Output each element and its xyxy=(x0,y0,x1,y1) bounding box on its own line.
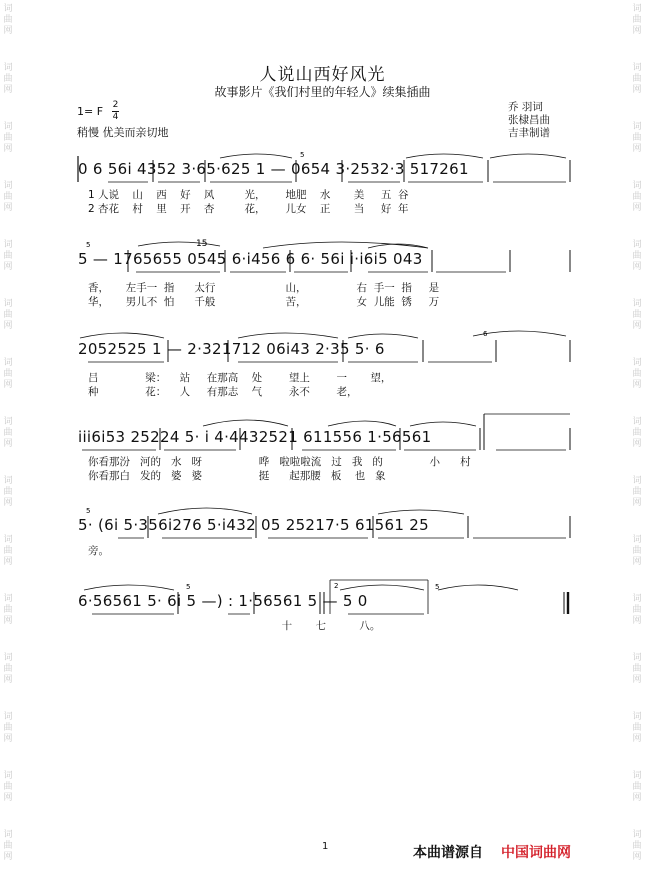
lyric-verse-1: 香， 左手一 指 太行 山， 右 手一 指 是 xyxy=(88,282,440,294)
watermark-text: 词 曲 网 xyxy=(632,4,642,36)
source-site-link[interactable]: 中国词曲网 xyxy=(501,845,571,861)
notation-line xyxy=(78,151,570,182)
watermark-text: 词 曲 网 xyxy=(3,299,13,331)
lyricist-credit: 乔 羽词 xyxy=(508,101,543,113)
meter-top: 2 xyxy=(112,100,119,110)
watermark-text: 词 曲 网 xyxy=(632,594,642,626)
svg-text:5: 5 xyxy=(435,583,440,591)
svg-text:5: 5 xyxy=(86,507,91,515)
notes-text: 6·56561 5· 6i 5 —) : 1·56561 5 — 5 0 xyxy=(78,592,368,610)
key-signature: 1= F xyxy=(77,105,104,118)
svg-text:5: 5 xyxy=(300,151,305,159)
notes-text: 5 — 1765655 0545 6·i456 6 6· 56i i·i6i5 043 xyxy=(78,250,423,268)
source-label: 本曲谱源自 xyxy=(413,845,483,861)
time-signature xyxy=(112,101,119,122)
svg-text:2: 2 xyxy=(334,582,339,590)
watermark-text: 词 曲 网 xyxy=(3,712,13,744)
watermark-text: 词 曲 网 xyxy=(632,653,642,685)
watermark-text: 词 曲 网 xyxy=(632,122,642,154)
notation-line xyxy=(78,582,570,614)
composer-credit: 张棣昌曲 xyxy=(508,114,550,126)
transcriber-credit: 吉聿制谱 xyxy=(508,127,550,139)
lyric-verse-2: 2 杏花 村 里 开 杏 花， 儿女 正 当 好 年 xyxy=(88,203,409,215)
lyric-verse-2: 你看那白 发的 婆 婆 挺 起那腰 板 也 象 xyxy=(88,470,386,482)
watermark-text: 词 曲 网 xyxy=(3,830,13,862)
meter-bottom: 4 xyxy=(112,112,119,122)
notation-line xyxy=(78,239,570,272)
watermark-text: 词 曲 网 xyxy=(3,63,13,95)
watermark-text: 词 曲 网 xyxy=(632,417,642,449)
svg-text:5: 5 xyxy=(186,583,191,591)
watermark-text: 词 曲 网 xyxy=(3,240,13,272)
lyric-verse-1: 1 人说 山 西 好 风 光， 地肥 水 美 五 谷 xyxy=(88,189,409,201)
watermark-left xyxy=(2,0,14,889)
watermark-text: 词 曲 网 xyxy=(632,712,642,744)
lyric-verse-1: 十 七 八。 xyxy=(88,620,381,632)
lyric-verse-1: 旁。 xyxy=(88,545,109,557)
watermark-right xyxy=(631,0,643,889)
watermark-text: 词 曲 网 xyxy=(3,476,13,508)
watermark-text: 词 曲 网 xyxy=(3,594,13,626)
lyric-verse-1: 你看那汾 河的 水 呀 哗 啦啦啦流 过 我 的 小 村 xyxy=(88,456,471,468)
watermark-text: 词 曲 网 xyxy=(632,358,642,390)
notes-text: 2052525 1 — 2·321712 06i43 2·35 5· 6 xyxy=(78,340,385,358)
page-number: 1 xyxy=(322,841,329,852)
notes-text: 5· (6i 5·356i276 5·i432 05 25217·5 61561 25 xyxy=(78,516,429,534)
watermark-text: 词 曲 网 xyxy=(632,830,642,862)
watermark-text: 词 曲 网 xyxy=(632,476,642,508)
watermark-text: 词 曲 网 xyxy=(3,653,13,685)
svg-text:15: 15 xyxy=(196,239,208,249)
lyric-verse-2: 种 花： 人 有那志 气 永不 老， xyxy=(88,386,358,398)
notation-line xyxy=(78,507,570,538)
watermark-text: 词 曲 网 xyxy=(632,181,642,213)
watermark-text: 词 曲 网 xyxy=(3,122,13,154)
notation-line xyxy=(78,428,570,450)
song-subtitle: 故事影片《我们村里的年轻人》续集插曲 xyxy=(214,85,431,99)
credits xyxy=(508,101,550,140)
watermark-text: 词 曲 网 xyxy=(632,771,642,803)
watermark-text: 词 曲 网 xyxy=(3,181,13,213)
notes-text: iii6i53 25224 5· i 4·4432521 611556 1·56561 xyxy=(78,428,432,446)
watermark-text: 词 曲 网 xyxy=(3,4,13,36)
svg-text:6: 6 xyxy=(483,330,488,338)
watermark-text: 词 曲 网 xyxy=(632,299,642,331)
watermark-text: 词 曲 网 xyxy=(632,63,642,95)
lyric-verse-1: 吕 梁： 站 在那高 处 望上 一 望， xyxy=(88,372,392,384)
watermark-text: 词 曲 网 xyxy=(632,240,642,272)
svg-text:5: 5 xyxy=(86,241,91,249)
watermark-text: 词 曲 网 xyxy=(632,535,642,567)
watermark-text: 词 曲 网 xyxy=(3,358,13,390)
notes-text: 0 6 56i 4352 3·65·625 1 — 0654 3·2532·3 517261 xyxy=(78,160,469,178)
song-title: 人说山西好风光 xyxy=(259,65,386,85)
watermark-text: 词 曲 网 xyxy=(3,535,13,567)
watermark-text: 词 曲 网 xyxy=(3,417,13,449)
tempo-marking: 稍慢 优美而亲切地 xyxy=(77,126,169,139)
notation-line xyxy=(78,330,570,362)
source-footer xyxy=(413,842,571,862)
lyric-verse-2: 华， 男儿不 怕 千般 苦， 女 儿能 锈 万 xyxy=(88,296,440,308)
watermark-text: 词 曲 网 xyxy=(3,771,13,803)
